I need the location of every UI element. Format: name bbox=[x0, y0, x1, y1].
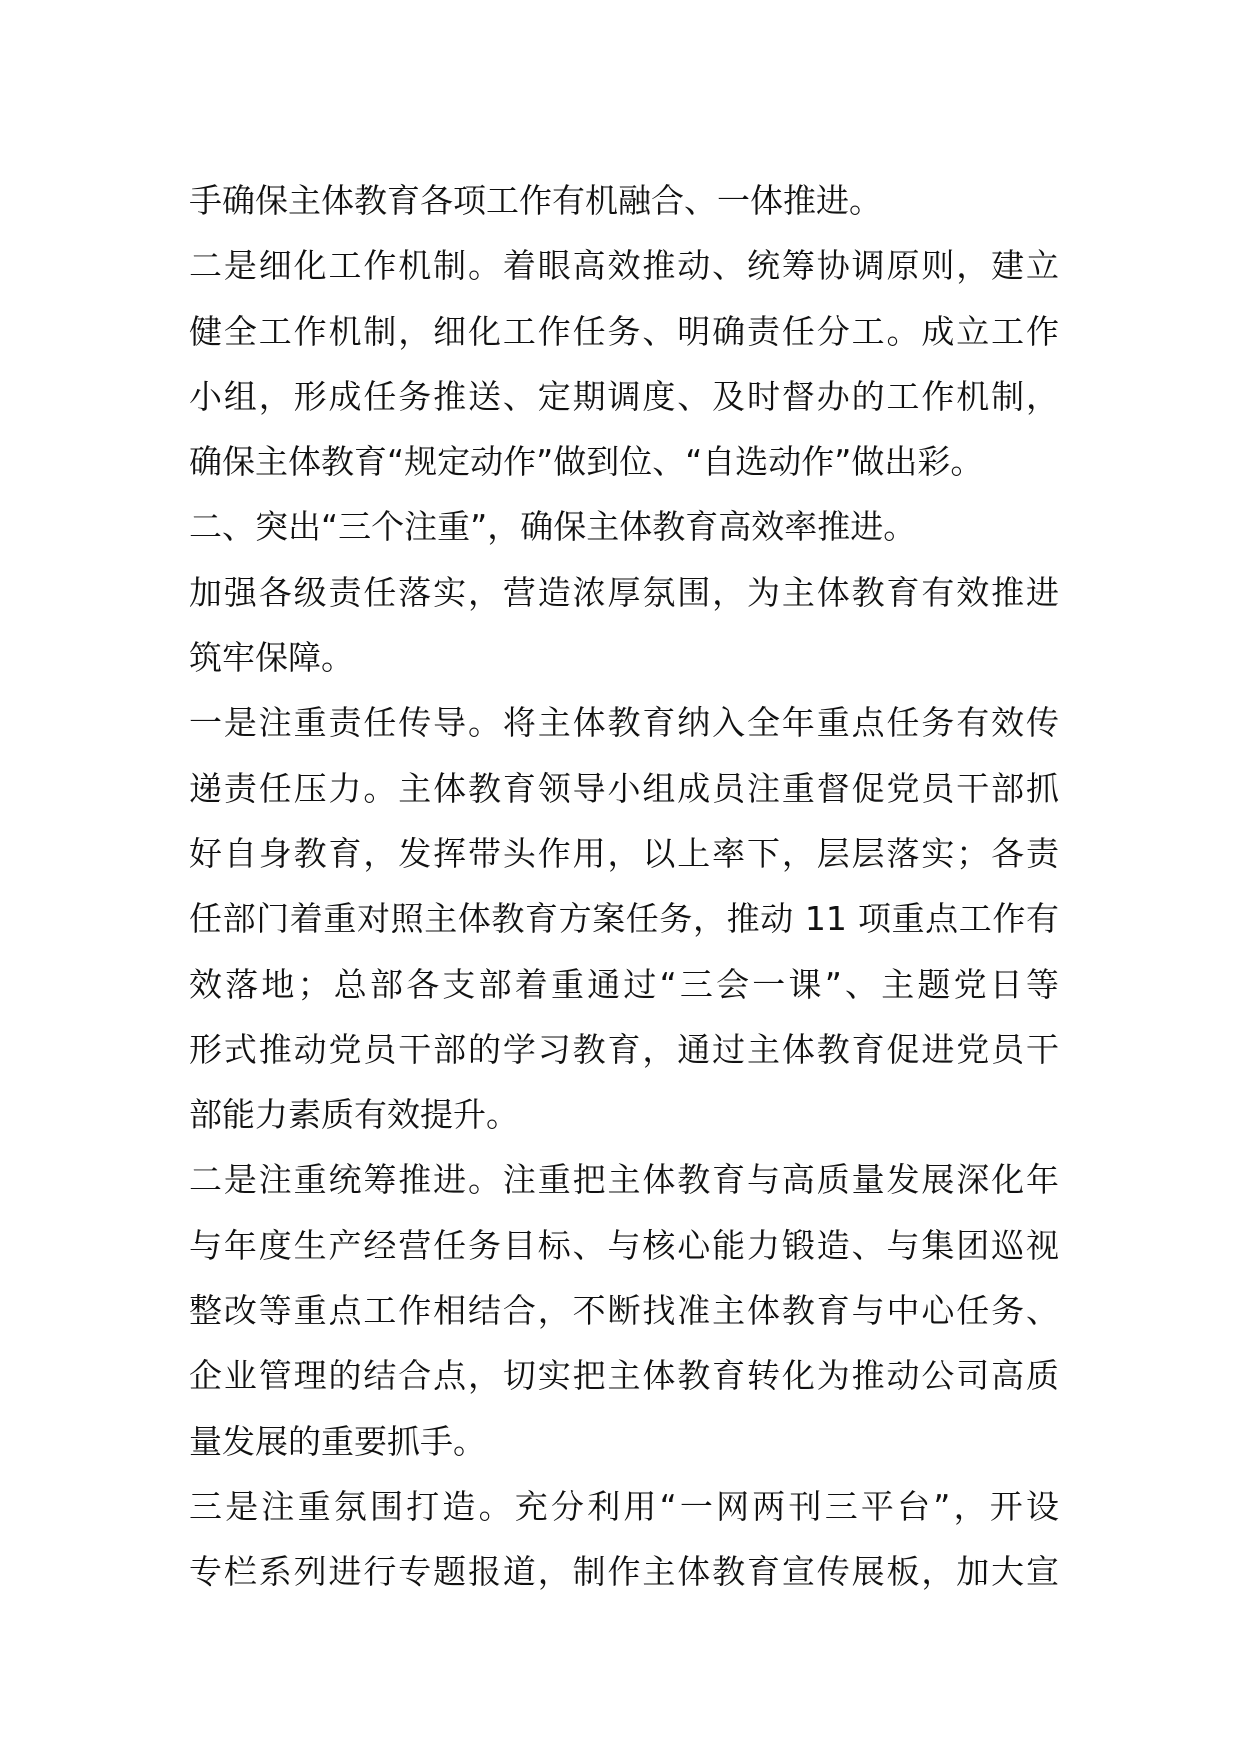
text-line: 形式推动党员干部的学习教育，通过主体教育促进党员干 bbox=[189, 1029, 1059, 1069]
text-line: 健全工作机制，细化工作任务、明确责任分工。成立工作 bbox=[189, 311, 1059, 351]
text-line: 效落地；总部各支部着重通过“三会一课”、主题党日等 bbox=[189, 964, 1059, 1004]
document-body bbox=[189, 168, 1059, 1605]
text-line: 确保主体教育“规定动作”做到位、“自选动作”做出彩。 bbox=[189, 442, 984, 482]
text-line: 加强各级责任落实，营造浓厚氛围，为主体教育有效推进 bbox=[189, 572, 1059, 612]
text-line: 与年度生产经营任务目标、与核心能力锻造、与集团巡视 bbox=[189, 1225, 1059, 1265]
text-line: 手确保主体教育各项工作有机融合、一体推进。 bbox=[189, 181, 882, 220]
text-line: 好自身教育，发挥带头作用，以上率下，层层落实；各责 bbox=[189, 833, 1059, 873]
text-line: 三是注重氛围打造。充分利用“一网两刊三平台”，开设 bbox=[189, 1486, 1059, 1526]
text-line: 筑牢保障。 bbox=[189, 638, 354, 678]
text-line: 一是注重责任传导。将主体教育纳入全年重点任务有效传 bbox=[189, 703, 1059, 743]
text-line: 小组，形成任务推送、定期调度、及时督办的工作机制， bbox=[189, 376, 1059, 416]
text-line: 企业管理的结合点，切实把主体教育转化为推动公司高质 bbox=[189, 1356, 1059, 1396]
text-line: 部能力素质有效提升。 bbox=[189, 1095, 519, 1135]
text-line: 专栏系列进行专题报道，制作主体教育宣传展板，加大宣 bbox=[189, 1552, 1059, 1592]
text-line: 任部门着重对照主体教育方案任务，推动 11 项重点工作有 bbox=[189, 899, 1059, 939]
text-line: 整改等重点工作相结合，不断找准主体教育与中心任务、 bbox=[189, 1291, 1059, 1331]
text-line: 量发展的重要抓手。 bbox=[189, 1421, 486, 1461]
text-line: 二是注重统筹推进。注重把主体教育与高质量发展深化年 bbox=[189, 1160, 1059, 1200]
text-line: 二是细化工作机制。着眼高效推动、统筹协调原则，建立 bbox=[189, 246, 1059, 286]
text-line: 递责任压力。主体教育领导小组成员注重督促党员干部抓 bbox=[189, 768, 1059, 808]
section-heading: 二、突出“三个注重”，确保主体教育高效率推进。 bbox=[189, 507, 917, 547]
